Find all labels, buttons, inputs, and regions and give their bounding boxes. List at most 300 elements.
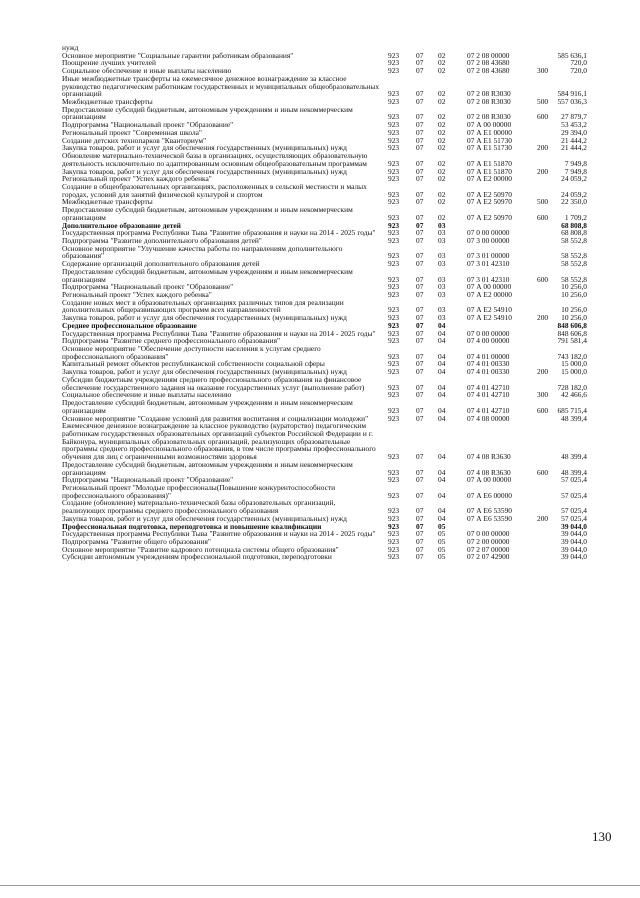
row-name: Ежемесячное денежное вознаграждение за классное руководство (кураторство) педагогическим работникам государственных образовательных организаций субъектов Российской Федерации и г. Байконура, муниципальных образовательных организаций, реализующих образовательные программы среднего профессионального образования, в том числе программы профессионального обучения для лиц с ограниченными возможностями здоровья <box>62 421 376 462</box>
table-row <box>62 553 587 561</box>
ministry-code: 923 <box>388 220 400 230</box>
table-row <box>62 268 587 283</box>
ministry-code: 923 <box>388 143 400 153</box>
target-article-code: 07 3 01 00000 <box>467 251 510 261</box>
section-code: 07 <box>416 305 424 315</box>
section-code: 07 <box>416 351 424 361</box>
amount: 68 808,8 <box>561 220 587 230</box>
ministry-code: 923 <box>388 189 400 199</box>
section-code: 07 <box>416 251 424 261</box>
row-name: Закупка товаров, работ и услуг для обеспечения государственных (муниципальных) нужд <box>62 166 347 176</box>
section-code: 07 <box>416 513 424 523</box>
amount: 48 399,4 <box>561 467 587 477</box>
subsection-code: 02 <box>438 166 446 176</box>
section-code: 07 <box>416 537 424 546</box>
section-code: 07 <box>416 521 424 531</box>
table-row <box>62 461 587 476</box>
amount: 27 879,7 <box>561 112 587 122</box>
row-name: Основное мероприятие "Создание условий для развития воспитания и социализации молодежи" <box>62 413 369 423</box>
subsection-code: 03 <box>438 290 446 299</box>
target-article-code: 07 А Е6 53590 <box>467 506 512 516</box>
amount: 848 606,8 <box>557 328 587 338</box>
section-code: 07 <box>416 390 424 400</box>
ministry-code: 923 <box>388 212 400 222</box>
subsection-code: 03 <box>438 228 446 238</box>
target-article-code: 07 4 01 00000 <box>467 351 510 361</box>
subsection-code: 05 <box>438 537 446 546</box>
ministry-code: 923 <box>388 336 400 346</box>
amount: 743 182,0 <box>557 351 587 361</box>
subsection-code: 03 <box>438 282 446 292</box>
ministry-code: 923 <box>388 97 400 107</box>
ministry-code: 923 <box>388 382 400 392</box>
subsection-code: 02 <box>438 50 446 60</box>
section-code: 07 <box>416 413 424 423</box>
ministry-code: 923 <box>388 66 400 76</box>
row-name: Предоставление субсидий бюджетным, автономным учреждениям и иным некоммерческим организациям <box>62 266 353 284</box>
amount: 15 000,0 <box>561 359 587 369</box>
target-article-code: 07 А Е2 54910 <box>467 313 512 323</box>
target-article-code: 07 А 00 00000 <box>467 282 512 292</box>
target-article-code: 07 2 00 00000 <box>467 537 510 546</box>
amount: 57 025,4 <box>561 513 587 523</box>
target-article-code: 07 А Е2 50970 <box>467 212 512 222</box>
subsection-code: 02 <box>438 127 446 137</box>
row-name: Предоставление субсидий бюджетным, автономным учреждениям и иным некоммерческим организациям <box>62 104 353 122</box>
ministry-code: 923 <box>388 282 400 292</box>
row-name: Иные межбюджетные трансферты на ежемесячное денежное вознаграждение за классное руководство педагогическим работникам государственных и муниципальных общеобразовательных организаций <box>62 73 380 99</box>
subsection-code: 03 <box>438 220 446 230</box>
section-code: 07 <box>416 552 424 562</box>
ministry-code: 923 <box>388 552 400 562</box>
target-article-code: 07 4 00 00000 <box>467 336 510 346</box>
amount: 10 256,0 <box>561 290 587 299</box>
row-name: Создание в общеобразовательных организациях, расположенных в сельской местности и малых городах, условий для занятий физической культурой и спортом <box>62 181 367 199</box>
amount: 7 949,8 <box>564 166 587 176</box>
expense-type-code: 300 <box>537 390 549 400</box>
section-code: 07 <box>416 174 424 184</box>
section-code: 07 <box>416 235 424 245</box>
section-code: 07 <box>416 127 424 137</box>
row-name: Основное мероприятие "Социальные гарантии работникам образования" <box>62 50 294 60</box>
ministry-code: 923 <box>388 467 400 477</box>
subsection-code: 04 <box>438 336 446 346</box>
subsection-code: 05 <box>438 529 446 539</box>
expense-type-code: 200 <box>537 367 549 377</box>
target-article-code: 07 А Е2 00000 <box>467 174 512 184</box>
row-name: Подпрограмма "Национальный проект "Образование" <box>62 475 234 485</box>
footer-divider <box>0 885 640 886</box>
amount: 57 025,4 <box>561 475 587 485</box>
section-code: 07 <box>416 50 424 60</box>
section-code: 07 <box>416 382 424 392</box>
expense-type-code: 600 <box>537 112 549 122</box>
ministry-code: 923 <box>388 251 400 261</box>
target-article-code: 07 А Е2 50970 <box>467 197 512 207</box>
table-row <box>62 245 587 260</box>
amount: 557 036,3 <box>557 97 587 107</box>
section-code: 07 <box>416 58 424 68</box>
subsection-code: 04 <box>438 475 446 485</box>
ministry-code: 923 <box>388 506 400 516</box>
table-row <box>62 345 587 360</box>
amount: 57 025,4 <box>561 506 587 516</box>
ministry-code: 923 <box>388 127 400 137</box>
table-row <box>62 399 587 414</box>
target-article-code: 07 А 00 00000 <box>467 475 512 485</box>
amount: 29 394,0 <box>561 127 587 137</box>
section-code: 07 <box>416 405 424 415</box>
section-code: 07 <box>416 158 424 168</box>
table-row <box>62 206 587 221</box>
amount: 720,0 <box>570 66 587 76</box>
target-article-code: 07 3 01 42310 <box>467 274 510 284</box>
ministry-code: 923 <box>388 166 400 176</box>
target-article-code: 07 А Е6 53590 <box>467 513 512 523</box>
section-code: 07 <box>416 320 424 330</box>
section-code: 07 <box>416 166 424 176</box>
table-row <box>62 484 587 499</box>
subsection-code: 02 <box>438 212 446 222</box>
target-article-code: 07 А Е2 54910 <box>467 305 512 315</box>
row-name: Основное мероприятие "Развитие кадрового потенциала системы общего образования" <box>62 544 339 554</box>
row-name: Подпрограмма "Национальный проект "Образование" <box>62 282 234 292</box>
ministry-code: 923 <box>388 197 400 207</box>
row-name: Поощрение лучших учителей <box>62 58 156 68</box>
row-name: Предоставление субсидий бюджетным, автономным учреждениям и иным некоммерческим организациям <box>62 398 353 415</box>
subsection-code: 04 <box>438 467 446 477</box>
ministry-code: 923 <box>388 367 400 377</box>
row-name: Предоставление субсидий бюджетным, автономным учреждениям и иным некоммерческим организациям <box>62 459 353 477</box>
subsection-code: 04 <box>438 413 446 423</box>
ministry-code: 923 <box>388 452 400 462</box>
row-name: Региональный проект "Молодые профессионалы(Повышение конкурентоспособности профессионального образования)" <box>62 482 336 500</box>
target-article-code: 07 0 00 00000 <box>467 529 510 539</box>
ministry-code: 923 <box>388 490 400 500</box>
expense-type-code: 200 <box>537 143 549 153</box>
amount: 22 350,0 <box>561 197 587 207</box>
row-name: Дополнительное образование детей <box>62 220 181 230</box>
target-article-code: 07 А 00 00000 <box>467 120 512 130</box>
subsection-code: 03 <box>438 274 446 284</box>
section-code: 07 <box>416 274 424 284</box>
expense-type-code: 600 <box>537 274 549 284</box>
section-code: 07 <box>416 544 424 554</box>
row-name: Содержание организаций дополнительного образования детей <box>62 259 260 269</box>
amount: 685 715,4 <box>557 405 587 415</box>
ministry-code: 923 <box>388 290 400 299</box>
amount: 848 606,8 <box>557 320 587 330</box>
section-code: 07 <box>416 506 424 516</box>
target-article-code: 07 3 01 42310 <box>467 259 510 269</box>
amount: 15 000,0 <box>561 367 587 377</box>
ministry-code: 923 <box>388 259 400 269</box>
table-row <box>62 106 587 121</box>
table-row <box>62 75 587 98</box>
amount: 584 916,1 <box>557 89 587 99</box>
section-code: 07 <box>416 135 424 145</box>
table-row <box>62 499 587 514</box>
amount: 68 808,8 <box>561 228 587 238</box>
amount: 10 256,0 <box>561 313 587 323</box>
subsection-code: 02 <box>438 197 446 207</box>
amount: 58 552,8 <box>561 274 587 284</box>
subsection-code: 04 <box>438 351 446 361</box>
ministry-code: 923 <box>388 228 400 238</box>
row-name: Региональный проект "Успех каждого ребенка" <box>62 174 212 184</box>
row-name: Основное мероприятие "Обеспечение доступности населения к услугам среднего профессионального образования" <box>62 344 321 361</box>
section-code: 07 <box>416 328 424 338</box>
section-code: 07 <box>416 452 424 462</box>
subsection-code: 04 <box>438 382 446 392</box>
amount: 48 399,4 <box>561 413 587 423</box>
table-row <box>62 152 587 167</box>
section-code: 07 <box>416 112 424 122</box>
row-name: Подпрограмма "Развитие среднего профессионального образования" <box>62 336 281 346</box>
ministry-code: 923 <box>388 274 400 284</box>
ministry-code: 923 <box>388 405 400 415</box>
row-name: Предоставление субсидий бюджетным, автономным учреждениям и иным некоммерческим организациям <box>62 205 353 222</box>
section-code: 07 <box>416 359 424 369</box>
subsection-code: 03 <box>438 313 446 323</box>
subsection-code: 03 <box>438 259 446 269</box>
amount: 58 552,8 <box>561 251 587 261</box>
budget-table <box>62 44 587 561</box>
target-article-code: 07 2 08 00000 <box>467 50 510 60</box>
ministry-code: 923 <box>388 475 400 485</box>
row-name: Закупка товаров, работ и услуг для обеспечения государственных (муниципальных) нужд <box>62 513 347 523</box>
row-name: Субсидии автономным учреждениям профессиональной подготовки, переподготовки <box>62 552 332 562</box>
row-name: Государственная программа Республики Тыва "Развитие образования и науки на 2014 - 2025 годы" <box>62 529 376 539</box>
expense-type-code: 200 <box>537 313 549 323</box>
row-name: Государственная программа Республики Тыва "Развитие образования и науки на 2014 - 2025 годы" <box>62 228 376 238</box>
target-article-code: 07 А Е1 51870 <box>467 166 512 176</box>
subsection-code: 04 <box>438 506 446 516</box>
ministry-code: 923 <box>388 120 400 130</box>
row-name: Социальное обеспечение и иные выплаты населению <box>62 66 232 76</box>
amount: 39 044,0 <box>561 544 587 554</box>
amount: 39 044,0 <box>561 537 587 546</box>
subsection-code: 04 <box>438 452 446 462</box>
expense-type-code: 200 <box>537 166 549 176</box>
amount: 58 552,8 <box>561 235 587 245</box>
section-code: 07 <box>416 282 424 292</box>
ministry-code: 923 <box>388 50 400 60</box>
subsection-code: 05 <box>438 552 446 562</box>
target-article-code: 07 А Е1 51730 <box>467 143 512 153</box>
subsection-code: 04 <box>438 390 446 400</box>
amount: 21 444,2 <box>561 143 587 153</box>
row-name: Создание (обновление) материально-технической базы образовательных организаций, реализующих программы среднего профессионального образования <box>62 498 336 516</box>
target-article-code: 07 2 08 43680 <box>467 66 510 76</box>
row-name: Социальное обеспечение и иные выплаты населению <box>62 390 232 400</box>
row-name: Капитальный ремонт объектов республиканской собственности социальной сферы <box>62 359 325 369</box>
expense-type-code: 500 <box>537 197 549 207</box>
amount: 24 059,2 <box>561 189 587 199</box>
amount: 39 044,0 <box>561 529 587 539</box>
ministry-code: 923 <box>388 135 400 145</box>
target-article-code: 07 2 07 42900 <box>467 552 510 562</box>
expense-type-code: 200 <box>537 513 549 523</box>
section-code: 07 <box>416 490 424 500</box>
ministry-code: 923 <box>388 89 400 99</box>
ministry-code: 923 <box>388 328 400 338</box>
section-code: 07 <box>416 220 424 230</box>
amount: 10 256,0 <box>561 282 587 292</box>
page-number: 130 <box>592 829 612 844</box>
target-article-code: 07 0 00 00000 <box>467 328 510 338</box>
ministry-code: 923 <box>388 235 400 245</box>
ministry-code: 923 <box>388 58 400 68</box>
target-article-code: 07 А Е2 50970 <box>467 189 512 199</box>
amount: 39 044,0 <box>561 552 587 562</box>
row-name: Подпрограмма "Национальный проект "Образование" <box>62 120 234 130</box>
target-article-code: 07 А Е1 51870 <box>467 158 512 168</box>
amount: 58 552,8 <box>561 259 587 269</box>
target-article-code: 07 4 01 42710 <box>467 390 510 400</box>
subsection-code: 05 <box>438 521 446 531</box>
row-name: Межбюджетные трансферты <box>62 97 153 107</box>
ministry-code: 923 <box>388 521 400 531</box>
ministry-code: 923 <box>388 359 400 369</box>
amount: 57 025,4 <box>561 490 587 500</box>
subsection-code: 02 <box>438 112 446 122</box>
row-name: Региональный проект "Успех каждого ребенка" <box>62 290 212 299</box>
ministry-code: 923 <box>388 112 400 122</box>
section-code: 07 <box>416 189 424 199</box>
section-code: 07 <box>416 259 424 269</box>
section-code: 07 <box>416 228 424 238</box>
subsection-code: 02 <box>438 58 446 68</box>
target-article-code: 07 2 07 00000 <box>467 544 510 554</box>
target-article-code: 07 4 08 00000 <box>467 413 510 423</box>
ministry-code: 923 <box>388 351 400 361</box>
subsection-code: 02 <box>438 97 446 107</box>
row-name: Основное мероприятие "Улучшение качества работы по направлениям дополнительного образования" <box>62 243 343 261</box>
ministry-code: 923 <box>388 513 400 523</box>
section-code: 07 <box>416 336 424 346</box>
amount: 585 636,1 <box>557 50 587 60</box>
subsection-code: 02 <box>438 89 446 99</box>
subsection-code: 04 <box>438 490 446 500</box>
ministry-code: 923 <box>388 174 400 184</box>
subsection-code: 05 <box>438 544 446 554</box>
target-article-code: 07 А Е2 00000 <box>467 290 512 299</box>
row-name: Субсидии бюджетным учреждениям среднего профессионального образования на финансовое обеспечение государственного задания на оказание государственных услуг (выполнение работ) <box>62 374 365 392</box>
ministry-code: 923 <box>388 313 400 323</box>
section-code: 07 <box>416 89 424 99</box>
amount: 24 059,2 <box>561 174 587 184</box>
target-article-code: 07 А Е1 00000 <box>467 127 512 137</box>
row-name: Подпрограмма "Развитие дополнительного образования детей" <box>62 235 262 245</box>
row-name: Межбюджетные трансферты <box>62 197 153 207</box>
section-code: 07 <box>416 212 424 222</box>
ministry-code: 923 <box>388 529 400 539</box>
row-name: Государственная программа Республики Тыва "Развитие образования и науки на 2014 - 2025 годы" <box>62 328 376 338</box>
target-article-code: 07 2 08 R3030 <box>467 89 511 99</box>
subsection-code: 04 <box>438 320 446 330</box>
subsection-code: 03 <box>438 235 446 245</box>
amount: 7 949,8 <box>564 158 587 168</box>
expense-type-code: 600 <box>537 212 549 222</box>
row-name: Закупка товаров, работ и услуг для обеспечения государственных (муниципальных) нужд <box>62 313 347 323</box>
expense-type-code: 600 <box>537 405 549 415</box>
amount: 53 453,2 <box>561 120 587 130</box>
section-code: 07 <box>416 529 424 539</box>
target-article-code: 07 2 08 R3030 <box>467 112 511 122</box>
ministry-code: 923 <box>388 390 400 400</box>
expense-type-code: 300 <box>537 66 549 76</box>
row-name: Создание новых мест в образовательных организациях различных типов для реализации дополнительных общеразвивающих программ всех направленностей <box>62 297 344 315</box>
section-code: 07 <box>416 120 424 130</box>
amount: 21 444,2 <box>561 135 587 145</box>
table-row <box>62 183 587 198</box>
target-article-code: 07 2 08 43680 <box>467 58 510 68</box>
amount: 728 182,0 <box>557 382 587 392</box>
row-name: Создание детских технопарков "Кванториум" <box>62 135 207 145</box>
subsection-code: 04 <box>438 405 446 415</box>
target-article-code: 07 2 08 R3030 <box>467 97 511 107</box>
target-article-code: 07 4 01 00330 <box>467 367 510 377</box>
subsection-code: 04 <box>438 328 446 338</box>
target-article-code: 07 4 01 42710 <box>467 382 510 392</box>
amount: 1 709,2 <box>564 212 587 222</box>
subsection-code: 02 <box>438 158 446 168</box>
subsection-code: 04 <box>438 367 446 377</box>
row-name: Профессиональная подготовка, переподготовка и повышение квалификации <box>62 521 322 531</box>
amount: 791 581,4 <box>557 336 587 346</box>
ministry-code: 923 <box>388 413 400 423</box>
section-code: 07 <box>416 143 424 153</box>
target-article-code: 07 А Е6 00000 <box>467 490 512 500</box>
subsection-code: 03 <box>438 251 446 261</box>
row-name: Закупка товаров, работ и услуг для обеспечения государственных (муниципальных) нужд <box>62 143 347 153</box>
expense-type-code: 500 <box>537 97 549 107</box>
row-name: Обновление материально-технической базы в организациях, осуществляющих образовательную деятельность исключительно по адаптированным основным общеобразовательным программам <box>62 151 368 168</box>
amount: 48 399,4 <box>561 452 587 462</box>
row-name: Закупка товаров, работ и услуг для обеспечения государственных (муниципальных) нужд <box>62 367 347 377</box>
section-code: 07 <box>416 66 424 76</box>
amount: 39 044,0 <box>561 521 587 531</box>
row-name: Среднее профессиональное образование <box>62 320 197 330</box>
table-row <box>62 299 587 314</box>
target-article-code: 07 3 00 00000 <box>467 235 510 245</box>
ministry-code: 923 <box>388 537 400 546</box>
section-code: 07 <box>416 367 424 377</box>
subsection-code: 02 <box>438 120 446 130</box>
subsection-code: 02 <box>438 66 446 76</box>
ministry-code: 923 <box>388 305 400 315</box>
section-code: 07 <box>416 290 424 299</box>
row-name: нужд <box>62 43 79 52</box>
amount: 720,0 <box>570 58 587 68</box>
target-article-code: 07 4 08 R3630 <box>467 452 511 462</box>
row-name: Подпрограмма "Развитие общего образования" <box>62 537 211 546</box>
subsection-code: 03 <box>438 305 446 315</box>
target-article-code: 07 4 01 00330 <box>467 359 510 369</box>
subsection-code: 04 <box>438 513 446 523</box>
ministry-code: 923 <box>388 158 400 168</box>
section-code: 07 <box>416 467 424 477</box>
target-article-code: 07 4 01 42710 <box>467 405 510 415</box>
section-code: 07 <box>416 197 424 207</box>
section-code: 07 <box>416 475 424 485</box>
subsection-code: 04 <box>438 359 446 369</box>
target-article-code: 07 А Е1 51730 <box>467 135 512 145</box>
amount: 10 256,0 <box>561 305 587 315</box>
target-article-code: 07 0 00 00000 <box>467 228 510 238</box>
subsection-code: 02 <box>438 189 446 199</box>
